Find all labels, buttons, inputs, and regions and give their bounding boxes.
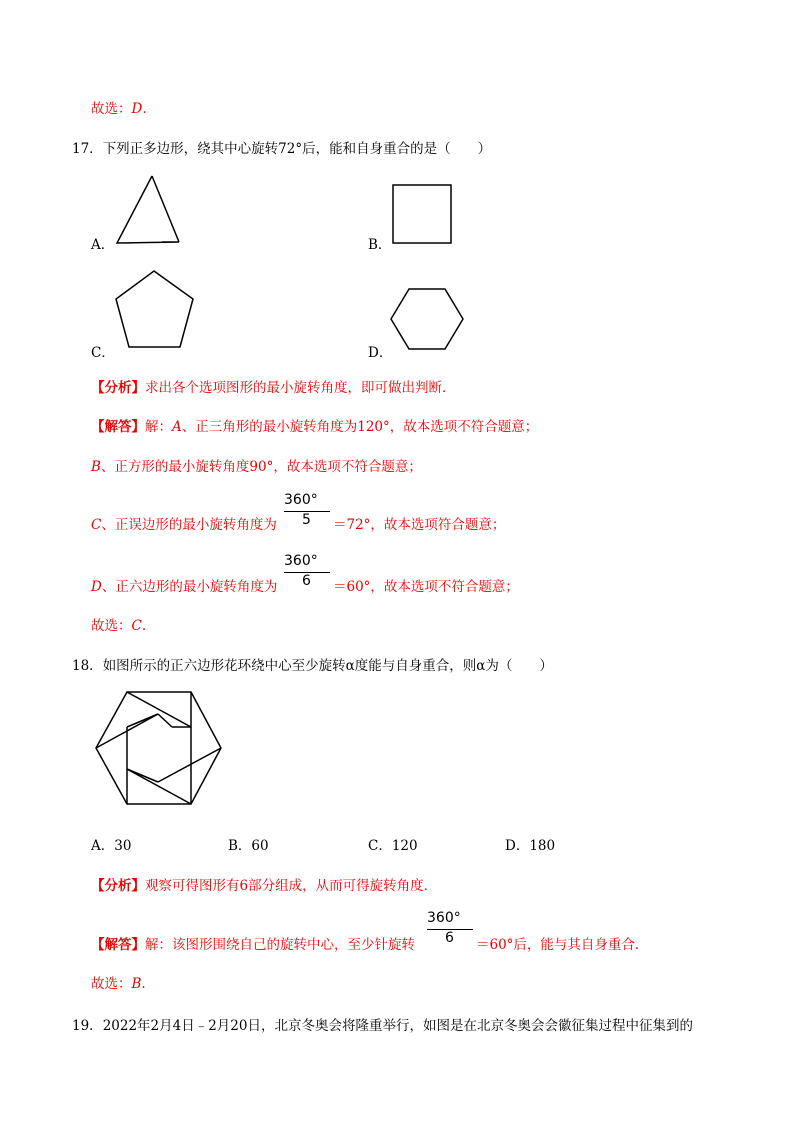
hexagon-wreath-figure <box>94 690 224 808</box>
option-a-triangle <box>110 172 190 247</box>
option-c-pentagon <box>112 266 198 352</box>
option-d-hexagon <box>390 286 466 352</box>
fraction-denominator: 5 <box>302 512 311 528</box>
fraction-denominator: 6 <box>302 573 311 589</box>
q18-option-c: C．120 <box>368 838 418 854</box>
question-19-stem: 19．2022年2月4日﹣2月20日，北京冬奥会将隆重举行，如图是在北京冬奥会会徽征集过程中征集到的 <box>72 1018 693 1034</box>
q17-solution-line-b: B、正方形的最小旋转角度90°，故本选项不符合题意； <box>91 459 422 475</box>
q17-option-b-label: B． <box>368 237 392 253</box>
q17-solution-line-c: C、正误边形的最小旋转角度为 <box>91 517 277 533</box>
fraction-numerator: 360° <box>427 910 461 926</box>
q17-option-c-label: C． <box>91 345 115 361</box>
question-17-stem: 17．下列正多边形，绕其中心旋转72°后，能和自身重合的是（ ） <box>72 141 492 157</box>
question-18-stem: 18．如图所示的正六边形花环绕中心至少旋转α度能与自身重合，则α为（ ） <box>72 658 553 674</box>
q17-option-d-label: D． <box>368 345 393 361</box>
q18-option-d: D．180 <box>505 838 556 854</box>
fraction-denominator: 6 <box>445 930 454 946</box>
q17-option-a-label: A． <box>91 237 115 253</box>
q17-line-d-result: ＝60°，故本选项不符合题意； <box>333 579 519 595</box>
q18-analysis: 【分析】观察可得图形有6部分组成，从而可得旋转角度． <box>91 878 438 894</box>
fraction-numerator: 360° <box>284 553 318 569</box>
q17-solution-line-a: 【解答】解：A、正三角形的最小旋转角度为120°，故本选项不符合题意； <box>91 419 539 435</box>
q18-answer: 故选：B. <box>91 976 146 992</box>
fraction-numerator: 360° <box>284 492 318 508</box>
option-b-square <box>390 182 454 246</box>
q17-analysis: 【分析】求出各个选项图形的最小旋转角度，即可做出判断． <box>91 380 456 396</box>
q17-line-c-result: ＝72°，故本选项符合题意； <box>333 517 506 533</box>
previous-answer: 故选：D. <box>91 101 147 117</box>
q18-option-b: B．60 <box>228 838 269 854</box>
q18-solution: 【解答】解：该图形围绕自己的旋转中心，至少针旋转 <box>91 937 415 953</box>
q17-solution-line-d: D、正六边形的最小旋转角度为 <box>91 579 278 595</box>
q18-option-a: A．30 <box>91 838 132 854</box>
q18-solution-result: ＝60°后，能与其自身重合． <box>476 937 649 953</box>
q17-answer: 故选：C. <box>91 618 147 634</box>
